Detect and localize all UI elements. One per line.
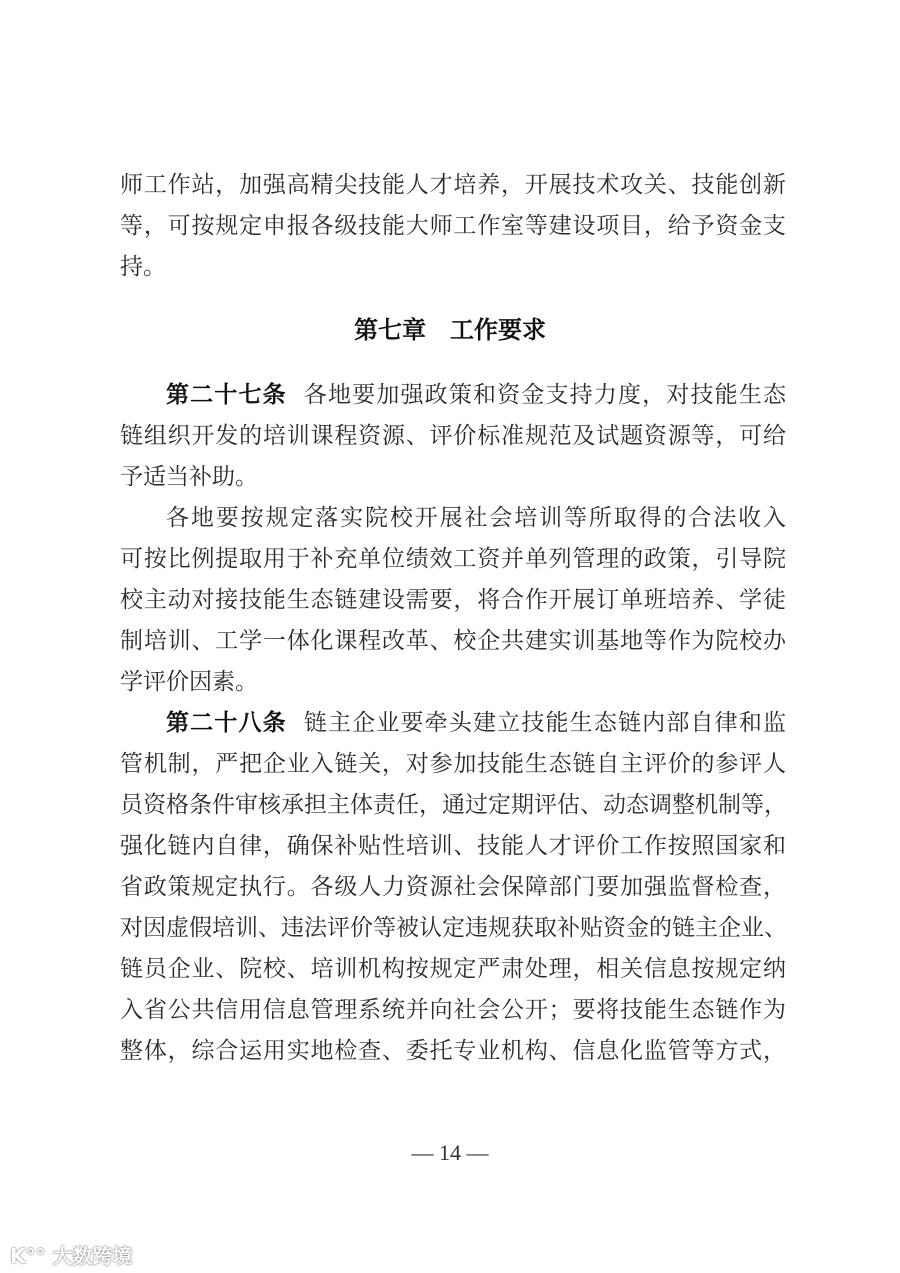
text-line: 入省公共信用信息管理系统并向社会公开；要将技能生态链作为 [120,997,786,1023]
text-line: 省政策规定执行。各级人力资源社会保障部门要加强监督检查， [120,874,786,900]
article-heading: 第二十八条 [166,710,287,736]
text-line: 员资格条件审核承担主体责任，通过定期评估、动态调整机制等， [120,792,787,818]
text-line: 持。 [120,254,166,280]
text-span: 各地要加强政策和资金支持力度，对技能生态 [303,382,787,408]
text-line [120,703,786,744]
text-line: 等，可按规定申报各级技能大师工作室等建设项目，给予资金支 [120,213,786,239]
article-heading: 第二十七条 [166,382,287,408]
text-line: 学评价因素。 [120,669,258,695]
text-line: 可按比例提取用于补充单位绩效工资并单列管理的政策，引导院 [120,546,786,572]
text-line: 强化链内自律，确保补贴性培训、技能人才评价工作按照国家和 [120,833,786,859]
text-line: 链组织开发的培训课程资源、评价标准规范及试题资源等，可给 [120,423,786,449]
text-line: 整体，综合运用实地检查、委托专业机构、信息化监管等方式， [120,1038,786,1064]
text-line: 链员企业、院校、培训机构按规定严肃处理，相关信息按规定纳 [120,956,786,982]
paragraph-continued [120,165,786,288]
article-27 [120,375,786,1072]
text-line: 师工作站，加强高精尖技能人才培养，开展技术攻关、技能创新 [120,172,786,198]
text-line: 予适当补助。 [120,464,258,490]
text-line [120,375,786,416]
page-number: — 14 — [411,1140,489,1165]
text-span: 链主企业要牵头建立技能生态链内部自律和监 [303,710,787,736]
chapter-title: 第七章 工作要求 [354,316,546,344]
watermark-logo: K°° 大数跨境 [10,1244,133,1268]
text-line: 管机制，严把企业入链关，对参加技能生态链自主评价的参评人 [120,751,786,777]
text-line: 校主动对接技能生态链建设需要，将合作开展订单班培养、学徒 [120,587,786,613]
text-line: 对因虚假培训、违法评价等被认定违规获取补贴资金的链主企业、 [120,915,787,941]
text-line: 各地要按规定落实院校开展社会培训等所取得的合法收入 [166,505,786,531]
text-line: 制培训、工学一体化课程改革、校企共建实训基地等作为院校办 [120,628,786,654]
